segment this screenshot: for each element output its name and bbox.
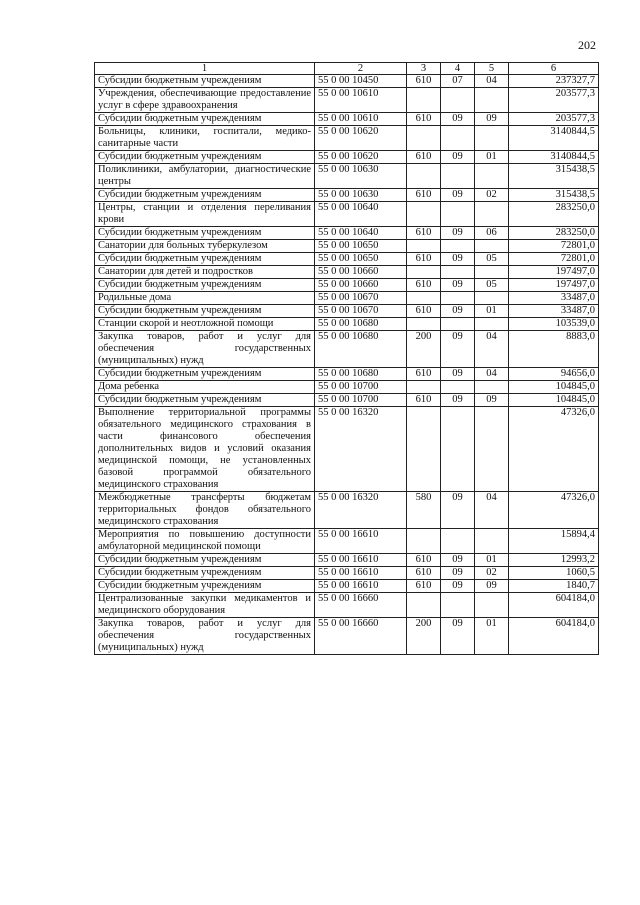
- table-row: [95, 227, 599, 240]
- cell-amount: 1060,5: [509, 567, 599, 580]
- cell-amount: 203577,3: [509, 113, 599, 126]
- cell-c4: [441, 202, 475, 227]
- cell-c4: [441, 407, 475, 492]
- cell-c4: 09: [441, 618, 475, 655]
- cell-amount: 283250,0: [509, 227, 599, 240]
- cell-c4: 09: [441, 331, 475, 368]
- cell-name: Субсидии бюджетным учреждениям: [95, 75, 315, 88]
- cell-amount: 94656,0: [509, 368, 599, 381]
- cell-code: 55 0 00 10450: [315, 75, 407, 88]
- cell-c3: [407, 292, 441, 305]
- cell-c5: 04: [475, 331, 509, 368]
- cell-amount: 33487,0: [509, 305, 599, 318]
- cell-c3: [407, 318, 441, 331]
- cell-name: Поликлиники, амбулатории, диагностические центры: [95, 164, 315, 189]
- cell-amount: 315438,5: [509, 164, 599, 189]
- cell-code: 55 0 00 10670: [315, 305, 407, 318]
- cell-c3: [407, 593, 441, 618]
- cell-code: 55 0 00 10700: [315, 394, 407, 407]
- table-row: [95, 305, 599, 318]
- cell-c4: 09: [441, 492, 475, 529]
- cell-code: 55 0 00 10650: [315, 253, 407, 266]
- cell-name: Субсидии бюджетным учреждениям: [95, 368, 315, 381]
- cell-c5: 04: [475, 75, 509, 88]
- table-row: [95, 113, 599, 126]
- cell-c4: [441, 529, 475, 554]
- cell-name: Санатории для больных туберкулезом: [95, 240, 315, 253]
- cell-amount: 47326,0: [509, 492, 599, 529]
- cell-name: Закупка товаров, работ и услуг для обеспечения государственных (муниципальных) нужд: [95, 618, 315, 655]
- cell-amount: 197497,0: [509, 266, 599, 279]
- cell-code: 55 0 00 10630: [315, 189, 407, 202]
- cell-code: 55 0 00 16660: [315, 618, 407, 655]
- table-row: [95, 202, 599, 227]
- table-row: [95, 75, 599, 88]
- cell-c3: 610: [407, 113, 441, 126]
- cell-code: 55 0 00 10650: [315, 240, 407, 253]
- cell-c5: 01: [475, 554, 509, 567]
- cell-c5: 09: [475, 394, 509, 407]
- cell-code: 55 0 00 10680: [315, 331, 407, 368]
- cell-name: Централизованные закупки медикаментов и медицинского оборудования: [95, 593, 315, 618]
- cell-c4: 09: [441, 227, 475, 240]
- cell-amount: 1840,7: [509, 580, 599, 593]
- cell-code: 55 0 00 10640: [315, 202, 407, 227]
- table-row: [95, 164, 599, 189]
- cell-code: 55 0 00 10640: [315, 227, 407, 240]
- column-header: 1: [95, 63, 315, 75]
- cell-code: 55 0 00 16320: [315, 492, 407, 529]
- cell-c4: 09: [441, 394, 475, 407]
- cell-c3: [407, 240, 441, 253]
- cell-c5: 04: [475, 368, 509, 381]
- cell-code: 55 0 00 16610: [315, 580, 407, 593]
- cell-name: Родильные дома: [95, 292, 315, 305]
- cell-c4: 07: [441, 75, 475, 88]
- cell-name: Субсидии бюджетным учреждениям: [95, 567, 315, 580]
- table-row: [95, 567, 599, 580]
- cell-c4: [441, 292, 475, 305]
- table-row: [95, 151, 599, 164]
- cell-amount: 3140844,5: [509, 151, 599, 164]
- column-header: 6: [509, 63, 599, 75]
- cell-c4: 09: [441, 368, 475, 381]
- cell-name: Больницы, клиники, госпитали, медико-санитарные части: [95, 126, 315, 151]
- cell-c5: [475, 292, 509, 305]
- cell-code: 55 0 00 16610: [315, 567, 407, 580]
- cell-c5: [475, 593, 509, 618]
- cell-c3: 610: [407, 554, 441, 567]
- cell-name: Мероприятия по повышению доступности амбулаторной медицинской помощи: [95, 529, 315, 554]
- cell-amount: 604184,0: [509, 618, 599, 655]
- table-row: [95, 253, 599, 266]
- cell-c5: 02: [475, 567, 509, 580]
- cell-c5: [475, 407, 509, 492]
- table-body: [95, 75, 599, 655]
- cell-name: Закупка товаров, работ и услуг для обеспечения государственных (муниципальных) нужд: [95, 331, 315, 368]
- cell-amount: 72801,0: [509, 240, 599, 253]
- cell-c4: [441, 164, 475, 189]
- cell-c3: 610: [407, 394, 441, 407]
- cell-c4: 09: [441, 567, 475, 580]
- cell-code: 55 0 00 10630: [315, 164, 407, 189]
- cell-c3: 610: [407, 75, 441, 88]
- cell-name: Субсидии бюджетным учреждениям: [95, 279, 315, 292]
- cell-c5: 09: [475, 113, 509, 126]
- table-row: [95, 394, 599, 407]
- column-header: 2: [315, 63, 407, 75]
- cell-c4: 09: [441, 253, 475, 266]
- cell-c3: 610: [407, 567, 441, 580]
- cell-c4: [441, 318, 475, 331]
- cell-name: Субсидии бюджетным учреждениям: [95, 394, 315, 407]
- table-row: [95, 529, 599, 554]
- cell-c3: [407, 381, 441, 394]
- cell-name: Субсидии бюджетным учреждениям: [95, 580, 315, 593]
- cell-name: Межбюджетные трансферты бюджетам территориальных фондов обязательного медицинского страхования: [95, 492, 315, 529]
- cell-c5: [475, 164, 509, 189]
- cell-c5: 06: [475, 227, 509, 240]
- table-row: [95, 407, 599, 492]
- cell-c5: [475, 240, 509, 253]
- column-header: 5: [475, 63, 509, 75]
- cell-c3: 610: [407, 580, 441, 593]
- cell-c5: 01: [475, 305, 509, 318]
- cell-c3: 580: [407, 492, 441, 529]
- cell-name: Субсидии бюджетным учреждениям: [95, 305, 315, 318]
- cell-amount: 203577,3: [509, 88, 599, 113]
- cell-name: Выполнение территориальной программы обязательного медицинского страхования в части финансового обеспечения дополнительных видов и условий оказания медицинской помощи, не установленных базовой программой обязательного медицинского страхования: [95, 407, 315, 492]
- cell-c3: 610: [407, 368, 441, 381]
- cell-c4: [441, 381, 475, 394]
- cell-c5: [475, 381, 509, 394]
- cell-c3: [407, 407, 441, 492]
- cell-c3: 610: [407, 279, 441, 292]
- cell-code: 55 0 00 10660: [315, 279, 407, 292]
- cell-c5: [475, 529, 509, 554]
- cell-amount: 3140844,5: [509, 126, 599, 151]
- cell-c3: 200: [407, 331, 441, 368]
- cell-amount: 33487,0: [509, 292, 599, 305]
- cell-name: Субсидии бюджетным учреждениям: [95, 554, 315, 567]
- table-row: [95, 189, 599, 202]
- cell-c3: 610: [407, 151, 441, 164]
- cell-c4: [441, 266, 475, 279]
- cell-code: 55 0 00 10610: [315, 113, 407, 126]
- table-row: [95, 593, 599, 618]
- cell-amount: 72801,0: [509, 253, 599, 266]
- budget-table: [94, 62, 599, 655]
- cell-c3: [407, 126, 441, 151]
- cell-c5: [475, 88, 509, 113]
- cell-c4: 09: [441, 189, 475, 202]
- cell-name: Субсидии бюджетным учреждениям: [95, 253, 315, 266]
- table-row: [95, 368, 599, 381]
- cell-c3: [407, 202, 441, 227]
- cell-c3: [407, 266, 441, 279]
- table-header-row: [95, 63, 599, 75]
- cell-c5: 05: [475, 279, 509, 292]
- cell-code: 55 0 00 10700: [315, 381, 407, 394]
- cell-c4: [441, 593, 475, 618]
- cell-code: 55 0 00 16320: [315, 407, 407, 492]
- cell-code: 55 0 00 10680: [315, 368, 407, 381]
- cell-c5: 02: [475, 189, 509, 202]
- cell-name: Субсидии бюджетным учреждениям: [95, 151, 315, 164]
- cell-c4: 09: [441, 113, 475, 126]
- cell-amount: 197497,0: [509, 279, 599, 292]
- table-row: [95, 618, 599, 655]
- cell-code: 55 0 00 10620: [315, 151, 407, 164]
- cell-c5: [475, 126, 509, 151]
- cell-amount: 604184,0: [509, 593, 599, 618]
- cell-c3: [407, 164, 441, 189]
- cell-code: 55 0 00 10660: [315, 266, 407, 279]
- cell-amount: 8883,0: [509, 331, 599, 368]
- cell-c5: 01: [475, 151, 509, 164]
- cell-c3: [407, 88, 441, 113]
- cell-name: Субсидии бюджетным учреждениям: [95, 189, 315, 202]
- cell-c3: 610: [407, 305, 441, 318]
- cell-c3: 200: [407, 618, 441, 655]
- table-row: [95, 554, 599, 567]
- cell-code: 55 0 00 10620: [315, 126, 407, 151]
- table-row: [95, 292, 599, 305]
- cell-code: 55 0 00 16610: [315, 529, 407, 554]
- cell-code: 55 0 00 16660: [315, 593, 407, 618]
- cell-amount: 104845,0: [509, 394, 599, 407]
- table-row: [95, 88, 599, 113]
- cell-name: Дома ребенка: [95, 381, 315, 394]
- cell-c5: 04: [475, 492, 509, 529]
- page-number: 202: [578, 38, 596, 52]
- table-row: [95, 126, 599, 151]
- cell-c4: 09: [441, 305, 475, 318]
- cell-c3: 610: [407, 253, 441, 266]
- cell-amount: 104845,0: [509, 381, 599, 394]
- cell-name: Учреждения, обеспечивающие предоставление услуг в сфере здравоохранения: [95, 88, 315, 113]
- cell-c3: 610: [407, 227, 441, 240]
- cell-c4: [441, 88, 475, 113]
- table-row: [95, 240, 599, 253]
- cell-c4: [441, 240, 475, 253]
- cell-amount: 12993,2: [509, 554, 599, 567]
- cell-c5: [475, 202, 509, 227]
- cell-c5: 05: [475, 253, 509, 266]
- cell-c5: 01: [475, 618, 509, 655]
- cell-c5: 09: [475, 580, 509, 593]
- table-row: [95, 331, 599, 368]
- cell-c3: 610: [407, 189, 441, 202]
- cell-code: 55 0 00 10680: [315, 318, 407, 331]
- cell-amount: 47326,0: [509, 407, 599, 492]
- cell-name: Станции скорой и неотложной помощи: [95, 318, 315, 331]
- cell-name: Субсидии бюджетным учреждениям: [95, 227, 315, 240]
- table-row: [95, 279, 599, 292]
- cell-amount: 237327,7: [509, 75, 599, 88]
- cell-c4: 09: [441, 554, 475, 567]
- cell-amount: 103539,0: [509, 318, 599, 331]
- cell-name: Субсидии бюджетным учреждениям: [95, 113, 315, 126]
- column-header: 4: [441, 63, 475, 75]
- cell-c4: [441, 126, 475, 151]
- cell-c4: 09: [441, 580, 475, 593]
- table-row: [95, 381, 599, 394]
- cell-c5: [475, 266, 509, 279]
- table-row: [95, 580, 599, 593]
- cell-amount: 315438,5: [509, 189, 599, 202]
- cell-amount: 283250,0: [509, 202, 599, 227]
- cell-code: 55 0 00 16610: [315, 554, 407, 567]
- column-header: 3: [407, 63, 441, 75]
- cell-amount: 15894,4: [509, 529, 599, 554]
- table-row: [95, 492, 599, 529]
- cell-code: 55 0 00 10610: [315, 88, 407, 113]
- cell-c3: [407, 529, 441, 554]
- table-row: [95, 266, 599, 279]
- cell-name: Санатории для детей и подростков: [95, 266, 315, 279]
- cell-code: 55 0 00 10670: [315, 292, 407, 305]
- table-row: [95, 318, 599, 331]
- cell-name: Центры, станции и отделения переливания крови: [95, 202, 315, 227]
- cell-c4: 09: [441, 279, 475, 292]
- cell-c5: [475, 318, 509, 331]
- cell-c4: 09: [441, 151, 475, 164]
